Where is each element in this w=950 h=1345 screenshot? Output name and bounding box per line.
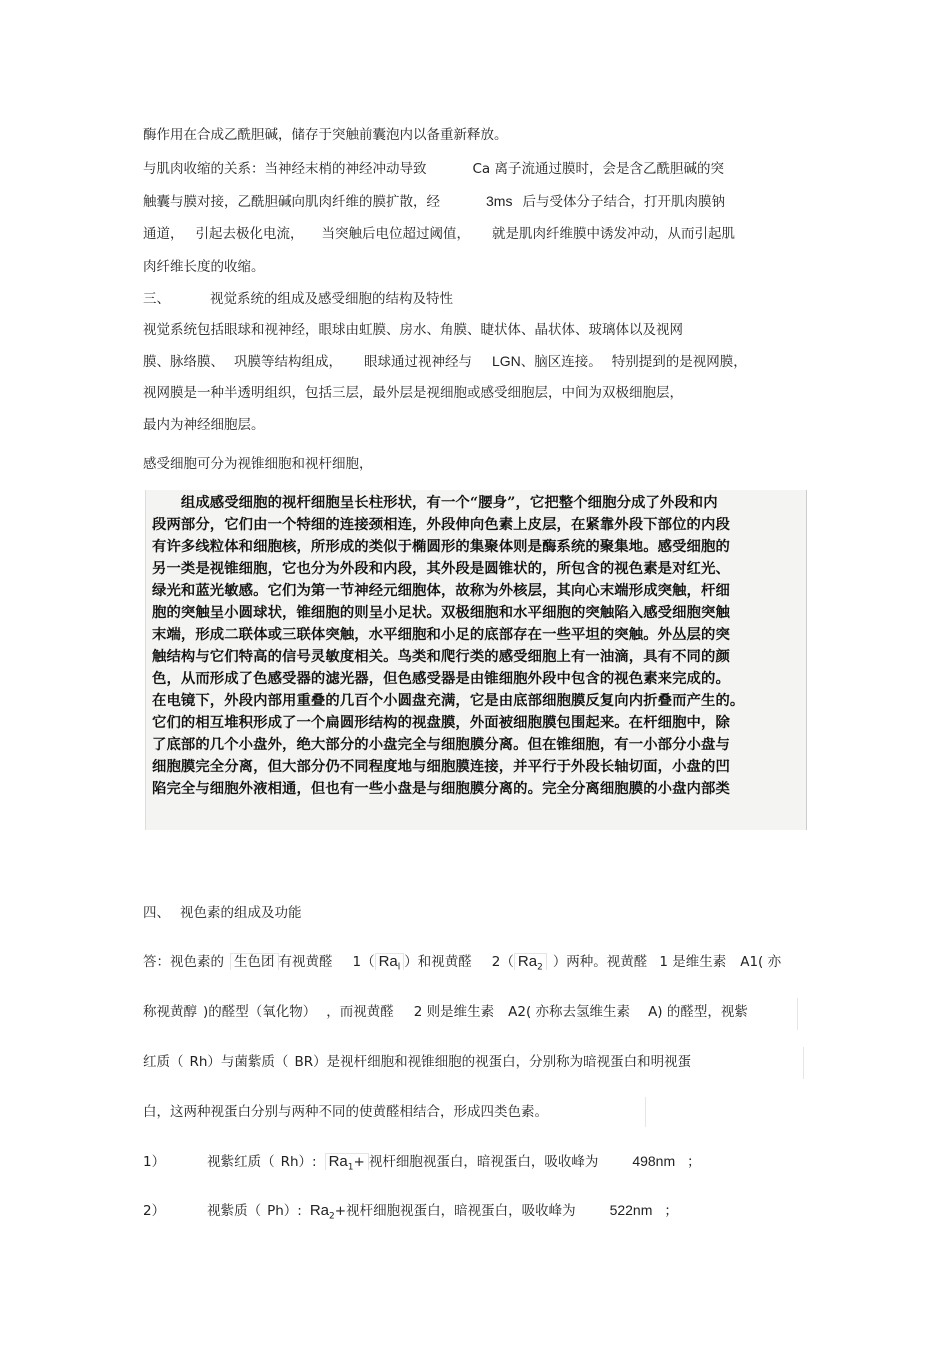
scanned-text-line: 段两部分，它们由一个特细的连接颈相连，外段伸向色素上皮层，在紧靠外段下部位的内段 [152,516,730,533]
text: ； [664,1203,678,1219]
paragraph-line [143,455,373,473]
table-rule [797,998,798,1030]
text: Rh）与菌紫质（ [189,1054,289,1070]
scanned-text-line: 组成感受细胞的视杆细胞呈长柱形状，有一个“腰身”，它把整个细胞分成了外段和内 [152,494,718,511]
text: ）和视黄醛 [404,954,472,970]
paragraph-line [143,1003,748,1021]
text: 红质（ [143,1054,184,1070]
scanned-text-line: 另一类是视锥细胞，它也分为外段和内段，其外段是圆锥状的，所包含的视色素是对红光、 [152,560,730,577]
text: 后与受体分子结合，打开肌肉膜钠 [522,194,725,210]
text: 2（ [491,954,514,970]
paragraph-line [143,225,735,243]
section-number: 四、 [143,905,170,921]
text: Rh）: [280,1154,317,1170]
text: 通道， [143,226,184,242]
text: Ra [309,1202,330,1219]
text: 当突触后电位超过阈值， [321,226,470,242]
text: 522nm [609,1202,653,1218]
subscript: l [397,962,401,973]
text: 1（ [352,954,375,970]
text: Ph）: [267,1203,302,1219]
scanned-text-line: 有许多线粒体和细胞核，所形成的类似于椭圆形的集聚体则是酶系统的聚集地。感受细胞的 [152,538,730,555]
text: 最内为神经细胞层。 [143,417,265,433]
text: Ra [517,953,538,970]
text: 称视黄醇 [143,1004,197,1020]
scanned-text-line: 末端，形成二联体或三联体突触，水平细胞和小足的底部存在一些平坦的突触。外丛层的突 [152,626,730,643]
section-heading [143,290,453,308]
text: 视紫质（ [207,1203,262,1219]
text: 答：视色素的 [143,954,224,970]
scanned-excerpt-text [146,490,806,800]
text: 3ms [486,193,513,209]
text: 视网膜是一种半透明组织，包括三层，最外层是视细胞或感受细胞层，中间为双极细胞层， [143,385,683,401]
text: 白，这两种视蛋白分别与两种不同的使黄醛相结合，形成四类色素。 [143,1104,548,1120]
text: 肉纤维长度的收缩。 [143,259,265,275]
text: 视紫红质（ [207,1154,275,1170]
list-number: 2） [143,1203,166,1219]
text: A) 的醛型，视紫 [648,1004,748,1020]
text: ）两种。视黄醛 [552,954,648,970]
text: 引起去极化电流， [195,226,304,242]
paragraph-line [143,192,725,211]
list-number: 1） [143,1154,166,1170]
text: Ra [328,1153,348,1170]
text: + [334,1203,347,1219]
text: Ca 离子流通过膜时，会是含乙酰胆碱的突 [472,161,724,177]
text: 视杆细胞视蛋白，暗视蛋白，吸收峰为 [346,1203,576,1219]
paragraph-line [143,258,265,276]
scanned-text-line: 触结构与它们特高的信号灵敏度相关。鸟类和爬行类的感受细胞上有一油滴，具有不同的颜 [152,648,730,665]
text: A1( 亦 [740,954,782,970]
text: 眼球通过视神经与 [364,354,472,370]
text: 视觉系统包括眼球和视神经，眼球由虹膜、房水、角膜、睫状体、晶状体、玻璃体以及视网 [143,322,683,338]
text: 、脑区连接。 [520,354,602,370]
list-item [143,1152,701,1177]
paragraph-line [143,352,747,371]
scanned-text-line: 绿光和蓝光敏感。它们为第一节神经元细胞体，故称为外核层，其向心末端形成突触，杆细 [152,582,730,599]
text: + [353,1154,365,1170]
text: 视杆细胞视蛋白，暗视蛋白，吸收峰为 [368,1154,599,1170]
section-heading [143,904,302,922]
text: ，而视黄醛 [326,1004,394,1020]
text: 1 是维生素 [659,954,727,970]
text: BR）是视杆细胞和视锥细胞的视蛋白，分别称为暗视蛋白和明视蛋 [294,1054,692,1070]
text: Ra [378,953,398,970]
text: 2 则是维生素 [413,1004,495,1020]
paragraph-line [143,321,683,339]
list-item [143,1201,678,1226]
text: 感受细胞可分为视锥细胞和视杆细胞， [143,456,373,472]
scanned-text-line: 陷完全与细胞外液相通，但也有一些小盘是与细胞膜分离的。完全分离细胞膜的小盘内部类 [152,780,730,797]
paragraph-line [143,384,683,402]
subscript: 2 [329,1211,335,1222]
paragraph-line [143,953,781,977]
paragraph-line [143,1053,691,1071]
scanned-text-line: 在电镜下，外段内部用重叠的几百个小圆盘充满，它是由底部细胞膜反复向内折叠而产生的。 [152,692,745,709]
section-number: 三、 [143,291,170,307]
text: LGN [492,353,521,369]
scanned-text-line: 了底部的几个小盘外，绝大部分的小盘完全与细胞膜分离。但在锥细胞，有一小部分小盘与 [152,736,730,753]
text: 酶作用在合成乙酰胆碱，储存于突触前囊泡内以备重新释放。 [143,127,508,143]
text: 498nm [632,1153,676,1169]
subscript: 1 [347,1162,354,1173]
section-title: 视觉系统的组成及感受细胞的结构及特性 [210,291,453,307]
text: 触囊与膜对接，乙酰胆碱向肌肉纤维的膜扩散，经 [143,194,440,210]
paragraph-line [143,126,508,144]
text: 巩膜等结构组成， [234,354,342,370]
text: ； [687,1154,701,1170]
text: 就是肌肉纤维膜中诱发冲动，从而引起肌 [492,226,735,242]
table-rule [645,1097,646,1127]
subscript: 2 [537,962,543,973]
text: )的醛型（氧化物） [203,1004,317,1020]
paragraph-line [143,160,724,178]
text: 特别提到的是视网膜， [611,354,747,370]
scanned-text-line: 细胞膜完全分离，但大部分仍不同程度地与细胞膜连接，并平行于外段长轴切面，小盘的凹 [152,758,730,775]
text: 生色团 [230,953,279,970]
text: 膜、脉络膜、 [143,354,224,370]
text: A2( 亦称去氢维生素 [508,1004,631,1020]
text: 与肌肉收缩的关系：当神经末梢的神经冲动导致 [143,161,427,177]
scanned-excerpt-image [145,490,807,830]
scanned-text-line: 它们的相互堆积形成了一个扁圆形结构的视盘膜，外面被细胞膜包围起来。在杆细胞中，除 [152,714,730,731]
paragraph-line [143,416,265,434]
section-title: 视色素的组成及功能 [180,905,302,921]
paragraph-line [143,1103,548,1121]
scanned-text-line: 胞的突触呈小圆球状，锥细胞的则呈小足状。双极细胞和水平细胞的突触陷入感受细胞突触 [152,604,730,621]
scanned-text-line: 色，从而形成了色感受器的滤光器，但色感受器是由锥细胞外段中包含的视色素来完成的。 [152,670,730,687]
table-rule [803,1047,804,1079]
text: 有视黄醛 [278,954,333,970]
